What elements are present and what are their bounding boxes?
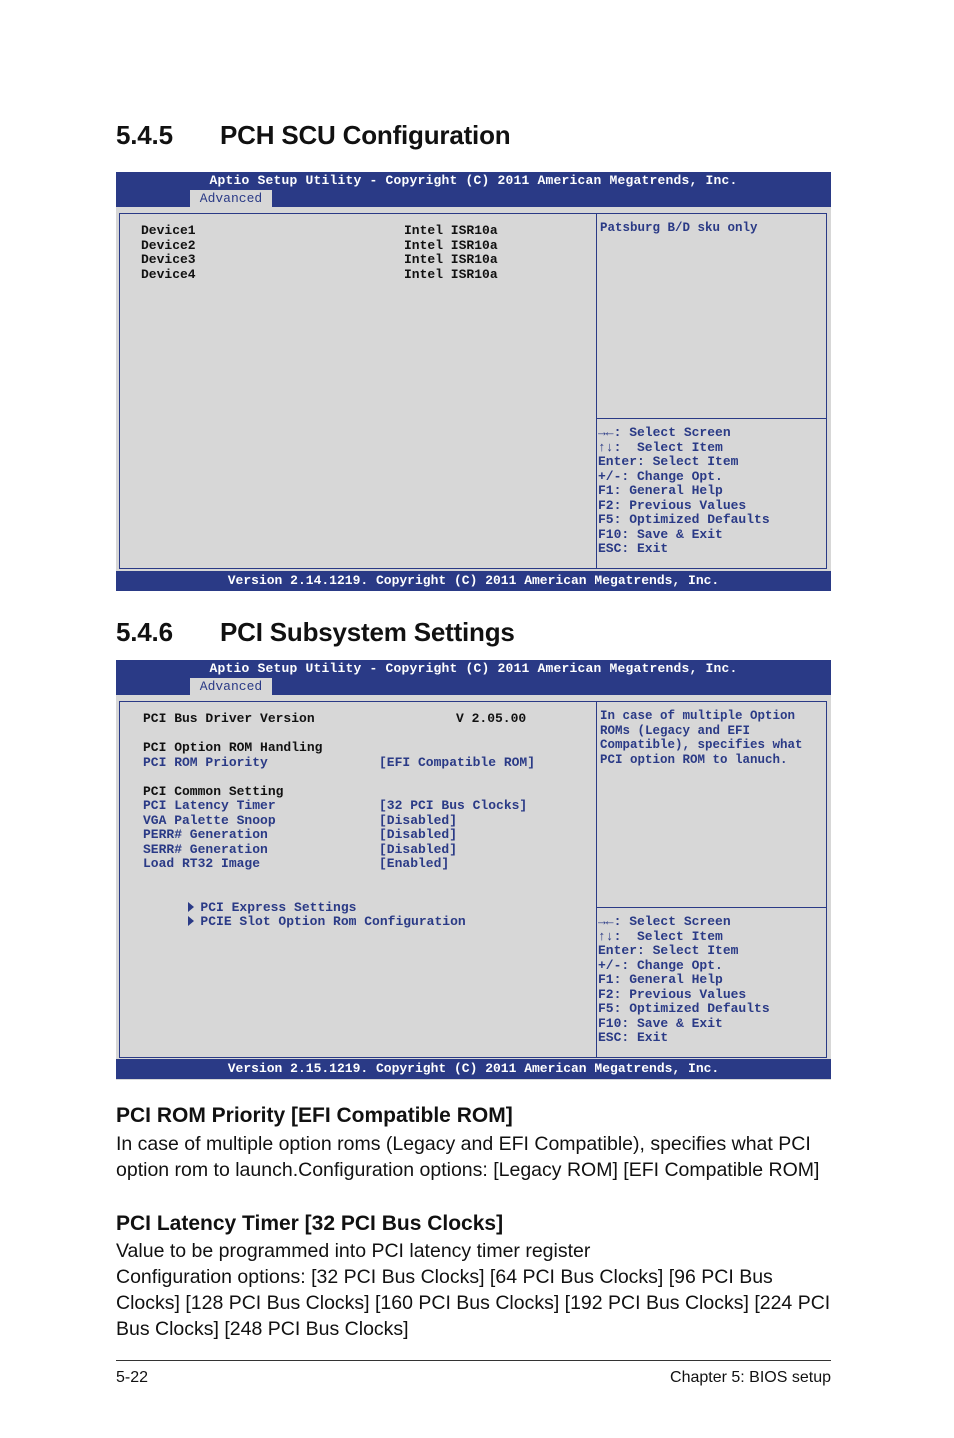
key-esc-exit: ESC: Exit [598,541,669,556]
common-setting-heading: PCI Common Setting [143,783,284,799]
section-heading-pch-scu [116,120,510,151]
key-change-opt: +/-: Change Opt. [598,468,723,484]
key-select-item: ↑↓: Select Item [598,439,723,455]
pci-rom-priority-value[interactable]: [EFI Compatible ROM] [379,754,536,770]
rom-priority-text: In case of multiple option roms (Legacy and EFI Compatible), specifies what PCI option rom to launch.Configuration options: [Legacy ROM] [EFI Compatible ROM] [116,1133,820,1181]
section-title: PCH SCU Configuration [220,120,511,150]
latency-timer-line2: Configuration options: [32 PCI Bus Clocks] [64 PCI Bus Clocks] [96 PCI Bus Clocks] [128 PCI Bus Clocks] [160 PCI Bus Clocks] [192 PCI Bus Clocks] [224 PCI Bus Clocks] [248 PCI Bus Clocks] [116,1266,831,1340]
section-title: PCI Subsystem Settings [220,617,515,647]
key-select-screen: →←: Select Screen [598,425,731,440]
submenu-label: PCI Express Settings [200,899,357,915]
device1-label[interactable]: Device1 [141,223,196,238]
device2-label[interactable]: Device2 [141,237,196,253]
load-rt32-image-value[interactable]: [Enabled] [379,856,450,871]
key-legend [598,915,770,1046]
serr-generation-value[interactable]: [Disabled] [379,841,458,857]
device1-value: Intel ISR10a [404,223,498,238]
device4-label[interactable]: Device4 [141,266,196,282]
rom-priority-heading: PCI ROM Priority [EFI Compatible ROM] [116,1104,513,1127]
submenu-arrow-icon [188,916,194,926]
bios-header-title: Aptio Setup Utility - Copyright (C) 2011 American Megatrends, Inc. [209,661,738,676]
submenu-pcie-slot-option-rom[interactable] [126,901,466,929]
key-optimized-defaults: F5: Optimized Defaults [598,512,770,527]
key-change-opt: +/-: Change Opt. [598,957,723,973]
key-previous-values: F2: Previous Values [598,497,747,513]
page-number: 5-22 [116,1369,149,1386]
tab-advanced[interactable]: Advanced [190,678,272,695]
footer-rule [116,1360,831,1361]
key-enter: Enter: Select Item [598,454,739,469]
vga-palette-snoop-label[interactable]: VGA Palette Snoop [143,812,276,828]
pci-latency-timer-label[interactable]: PCI Latency Timer [143,798,276,813]
pci-bus-driver-value: V 2.05.00 [456,711,527,726]
perr-generation-label[interactable]: PERR# Generation [143,827,268,842]
pci-rom-priority-label[interactable]: PCI ROM Priority [143,754,268,770]
device4-value: Intel ISR10a [404,266,498,282]
submenu-pci-express-settings[interactable] [126,886,357,915]
bios-body [119,701,827,1058]
bios-help-panel [597,214,826,568]
section-heading-pci-subsystem [116,617,515,648]
device2-value: Intel ISR10a [404,237,498,253]
device3-value: Intel ISR10a [404,252,498,267]
help-text: In case of multiple Option ROMs (Legacy and EFI Compatible), specifies what PCI option ROM to lanuch. [600,709,803,767]
help-divider [597,418,826,419]
section-number: 5.4.5 [116,120,173,150]
key-general-help: F1: General Help [598,483,723,498]
bios-header [116,660,831,695]
key-esc-exit: ESC: Exit [598,1030,669,1045]
key-save-exit: F10: Save & Exit [598,1015,723,1031]
bios-footer: Version 2.14.1219. Copyright (C) 2011 American Megatrends, Inc. [116,571,831,591]
key-previous-values: F2: Previous Values [598,986,747,1002]
perr-generation-value[interactable]: [Disabled] [379,827,458,842]
bios-header [116,172,831,207]
help-divider [597,907,826,908]
key-select-item: ↑↓: Select Item [598,928,723,944]
bios-footer: Version 2.15.1219. Copyright (C) 2011 American Megatrends, Inc. [116,1059,831,1079]
latency-timer-heading: PCI Latency Timer [32 PCI Bus Clocks] [116,1212,504,1235]
rom-handling-heading: PCI Option ROM Handling [143,740,323,755]
bios-header-title: Aptio Setup Utility - Copyright (C) 2011 American Megatrends, Inc. [209,173,738,188]
bios-body [119,213,827,569]
serr-generation-label[interactable]: SERR# Generation [143,841,268,857]
section-number: 5.4.6 [116,617,173,647]
vga-palette-snoop-value[interactable]: [Disabled] [379,812,458,828]
pci-latency-timer-value[interactable]: [32 PCI Bus Clocks] [379,798,528,813]
bios-help-panel [597,702,826,1057]
load-rt32-image-label[interactable]: Load RT32 Image [143,856,261,871]
bios-settings-panel [120,214,597,568]
pci-bus-driver-label: PCI Bus Driver Version [143,711,315,726]
chapter-title: Chapter 5: BIOS setup [670,1369,831,1386]
help-text: Patsburg B/D sku only [600,221,758,235]
bios-screen-pci-subsystem [116,660,831,1080]
device3-label[interactable]: Device3 [141,252,196,267]
key-general-help: F1: General Help [598,972,723,987]
latency-timer-line1: Value to be programmed into PCI latency timer register [116,1240,591,1262]
key-enter: Enter: Select Item [598,943,739,958]
key-select-screen: →←: Select Screen [598,914,731,929]
bios-settings-panel [120,702,597,1057]
key-legend [598,426,770,557]
submenu-label: PCIE Slot Option Rom Configuration [200,914,466,929]
bios-screen-pch-scu [116,172,831,591]
latency-timer-text [116,1238,836,1342]
key-save-exit: F10: Save & Exit [598,526,723,542]
key-optimized-defaults: F5: Optimized Defaults [598,1001,770,1016]
tab-advanced[interactable]: Advanced [190,190,272,207]
